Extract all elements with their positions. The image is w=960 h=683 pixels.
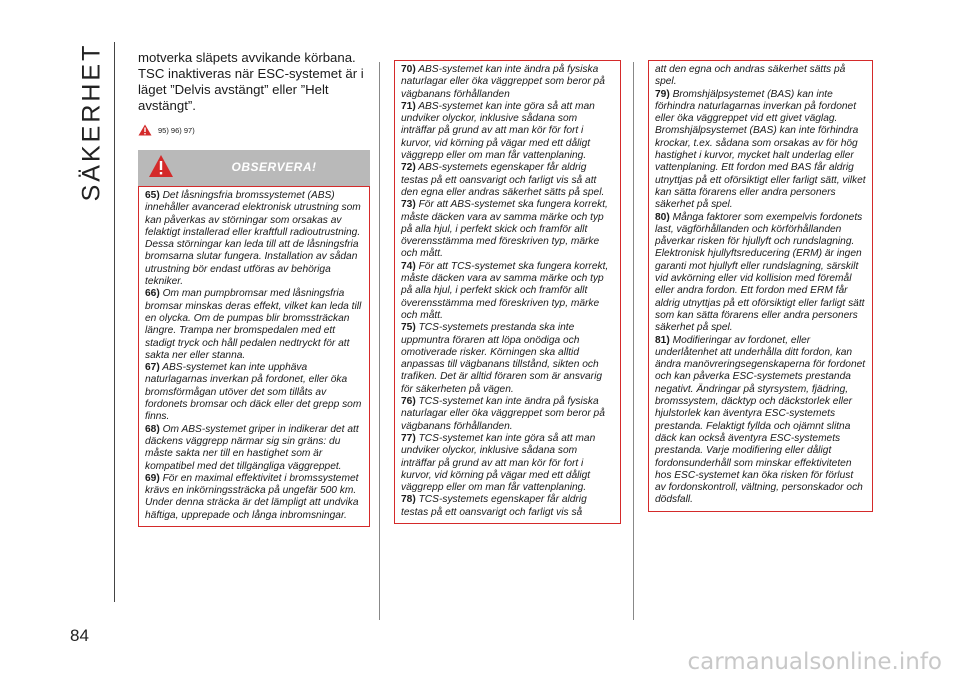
note-item bbox=[401, 162, 614, 199]
note-text: Modifieringar av fordonet, eller underlåtenhet att underhålla ditt fordon, kan ändra manövreringsegenskaperna för fordonet och kan påverka ESC-systemets prestanda negativt. Ändringar på styrsystem, fjädring, bromssystem, däcktyp och däckstorlek eller hjulstorlek kan äventyra ESC-systemets prestanda. Felaktigt fyllda och ojämnt slitna däck kan också äventyra ESC-systemets prestanda. Varje modifiering eller dåligt fordonsunderhåll som minskar effektiviteten hos ESC-systemet kan öka risken för förlust av fordonskontroll, vältning, personskador och dödsfall. bbox=[655, 334, 866, 506]
note-item bbox=[401, 322, 614, 396]
note-text: ABS-systemet kan inte upphäva naturlagarnas inverkan på fordonet, eller öka bromsförmågan utöver det som tillåts av fordonets bromsar och däck eller det grepp som finns. bbox=[145, 362, 362, 423]
note-item bbox=[145, 288, 363, 362]
note-text: Det låsningsfria bromssystemet (ABS) innehåller avancerad elektronisk utrustning som kan påverkas av störningar som orsakas av felaktigt installerad eller kraftfull radioutrustning. Dessa störningar kan leda till att de låsningsfria bromsarna slutar fungera. Installation av sådan utrustning bör endast utföras av behöriga tekniker. bbox=[145, 190, 361, 288]
note-number: 75) bbox=[401, 322, 416, 334]
note-text: ABS-systemet kan inte göra så att man undviker olyckor, inklusive sådana som inträffar på grund av att man kör för fort i kurvor, vid körning på vägar med ett dåligt väggrepp eller om man får vattenplaning. bbox=[401, 100, 595, 162]
note-number: 81) bbox=[655, 334, 670, 346]
note-number: 78) bbox=[401, 494, 416, 506]
observera-label: OBSERVERA! bbox=[231, 160, 317, 174]
note-item bbox=[401, 199, 614, 260]
note-number: 66) bbox=[145, 288, 160, 300]
column-divider bbox=[379, 62, 380, 620]
note-number: 77) bbox=[401, 432, 416, 444]
note-text: TCS-systemets egenskaper får aldrig testas på ett oansvarigt och farligt vis så bbox=[401, 494, 587, 518]
note-number: 65) bbox=[145, 190, 160, 201]
section-title bbox=[72, 42, 112, 202]
note-item bbox=[401, 261, 614, 322]
note-text: För en maximal effektivitet i bromssystemet krävs en inkörningssträcka på ungefär 500 km. Under denna sträcka är det lämpligt att undvika häftiga, upprepade och långa inbromsningar. bbox=[145, 472, 359, 521]
warning-triangle-icon bbox=[138, 124, 152, 136]
note-item bbox=[145, 190, 363, 288]
margin-rule bbox=[114, 42, 115, 602]
note-item bbox=[401, 64, 614, 101]
note-item bbox=[401, 433, 614, 494]
note-item bbox=[145, 362, 363, 423]
section-title-text: SÄKERHET bbox=[77, 42, 106, 202]
note-item bbox=[655, 212, 866, 335]
note-text: Om ABS-systemet griper in indikerar det att däckens väggrepp närmar sig sin gräns: du måste sakta ner till en hastighet som är kompatibel med det tillgängliga väggreppet. bbox=[145, 423, 359, 472]
note-item bbox=[401, 396, 614, 433]
page-number: 84 bbox=[70, 626, 89, 645]
note-item bbox=[401, 494, 614, 519]
note-number: 76) bbox=[401, 396, 416, 408]
watermark: carmanualsonline.info bbox=[687, 649, 942, 675]
note-item bbox=[145, 473, 363, 522]
note-item bbox=[655, 335, 866, 507]
note-text: För att ABS-systemet ska fungera korrekt, måste däcken vara av samma märke och typ på alla hjul, i perfekt skick och framför allt överensstämma med föreskriven typ, märke och mått. bbox=[401, 199, 608, 260]
note-number: 79) bbox=[655, 88, 670, 100]
note-text: TCS-systemet kan inte ändra på fysiska naturlagar eller öka väggreppet som beror på vägbanans förhållanden. bbox=[401, 396, 605, 432]
warning-reference bbox=[138, 124, 370, 136]
note-number: 69) bbox=[145, 472, 160, 484]
note-text: Om man pumpbromsar med låsningsfria bromsar minskas deras effekt, vilket kan leda till en olycka. Om de pumpas blir bromssträckan längre. Trampa ner bromspedalen med ett stadigt tryck och håll pedalen nedtryckt för att sakta ner eller stanna. bbox=[145, 288, 362, 361]
notes-box-2 bbox=[394, 60, 621, 524]
note-number: 73) bbox=[401, 199, 416, 211]
notes-box-1 bbox=[138, 186, 370, 527]
observera-banner bbox=[138, 150, 370, 186]
column-3 bbox=[648, 60, 873, 512]
note-number: 68) bbox=[145, 423, 160, 435]
note-text: TCS-systemets prestanda ska inte uppmuntra föraren att löpa onödiga och omotiverade risker. Körningen ska alltid anpassas till vägbanans tillstånd, sikten och trafiken. Det är alltid föraren som är ansvarig för säkerheten på vägen. bbox=[401, 322, 603, 395]
note-item bbox=[145, 424, 363, 473]
note-item bbox=[655, 89, 866, 212]
warning-ref-numbers: 95) 96) 97) bbox=[158, 125, 195, 135]
column-2 bbox=[394, 60, 621, 524]
column-divider bbox=[633, 62, 634, 620]
note-number: 80) bbox=[655, 211, 670, 223]
note-text: För att TCS-systemet ska fungera korrekt, måste däcken vara av samma märke och typ på alla hjul, i perfekt skick och framför allt överensstämma med föreskriven typ, märke och mått. bbox=[401, 260, 609, 321]
note-number: 67) bbox=[145, 362, 160, 374]
intro-paragraph: motverka släpets avvikande körbana. TSC inaktiveras när ESC-systemet är i läget ”Delvis avstängt” eller ”Helt avstängt”. bbox=[138, 50, 364, 113]
note-item bbox=[401, 101, 614, 162]
note-text: Bromshjälpsystemet (BAS) kan inte förhindra naturlagarnas inverkan på fordonet eller öka väggreppet vid ett givet väglag. Bromshjälpsystemet (BAS) kan inte förhindra krockar, t.ex. sådana som orsakas av för hög hastighet i kurvor, mycket halt underlag eller vattenplaning. Ett fordon med BAS får aldrig utnyttjas på ett oförsiktigt eller farligt sätt, vilket kan sätta förarens eller andra personers säkerhet på spel. bbox=[655, 88, 866, 211]
note-text: ABS-systemets egenskaper får aldrig testas på ett oansvarigt och farligt vis så att den egna eller andras säkerhet sätts på spel. bbox=[401, 162, 605, 198]
note-number: 72) bbox=[401, 162, 416, 174]
column-1 bbox=[138, 50, 370, 527]
note-number: 71) bbox=[401, 100, 416, 112]
note-number: 74) bbox=[401, 260, 416, 272]
note-text: Många faktorer som exempelvis fordonets last, vägförhållanden och körförhållanden påverkar risken för hjullyft och rundslagning. Elektronisk hjullyftsreducering (ERM) är ingen garanti mot hjullyft eller rundslagning, särskilt vid avkörning eller vid kollision med föremål eller andra fordon. Ett fordon med ERM får aldrig utnyttjas på ett oförsiktigt eller farligt sätt som kan sätta förarens eller andra personers säkerhet på spel. bbox=[655, 211, 865, 334]
note-lead: att den egna och andras säkerhet sätts på spel. bbox=[655, 64, 846, 88]
notes-box-3 bbox=[648, 60, 873, 512]
note-number: 70) bbox=[401, 64, 416, 75]
note-text: ABS-systemet kan inte ändra på fysiska naturlagar eller öka väggreppet som beror på vägbanans förhållanden bbox=[401, 64, 605, 100]
note-text: TCS-systemet kan inte göra så att man undviker olyckor, inklusive sådana som inträffar på grund av att man kör för fort i kurvor, vid körning på vägar med ett dåligt väggrepp eller om man får vattenplaning. bbox=[401, 432, 596, 494]
